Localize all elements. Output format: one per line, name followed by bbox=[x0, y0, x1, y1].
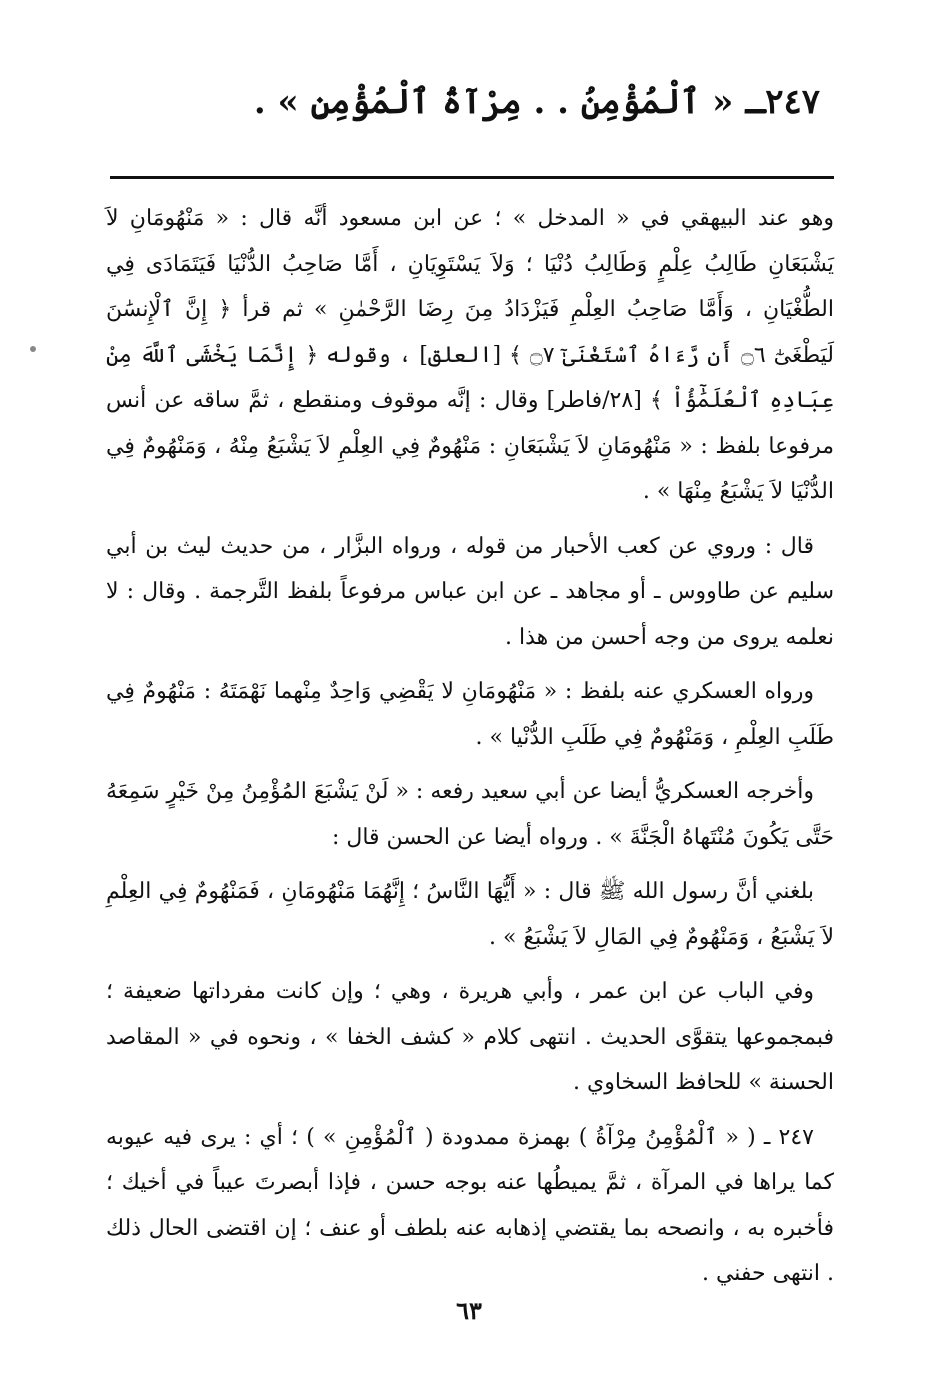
commentary-body bbox=[106, 196, 834, 1306]
page-number: ٦٣ bbox=[456, 1296, 482, 1325]
paragraph: قال : وروي عن كعب الأحبار من قوله ، ورواه البزَّار ، من حديث ليث بن أبي سليم عن طاووس ـ أو مجاهد ـ عن ابن عباس مرفوعاً بلفظ التَّرجمة . وقال : لا نعلمه يروى من وجه أحسن من هذا . bbox=[106, 533, 834, 650]
paragraph: بلغني أنَّ رسول الله ﷺ قال : « أَيُّهَا النَّاسُ ؛ إِنَّهُمَا مَنْهُومَانِ ، فَمَنْهُومٌ فِي العِلْمِ لاَ يَشْبَعُ ، وَمَنْهُومٌ فِي المَالِ لاَ يَشْبَعُ » . bbox=[106, 879, 834, 950]
entry-heading: ٢٤٧ـ « ٱلْمُؤْمِنُ . . مِرْآةُ ٱلْمُؤْمِنِ » . bbox=[253, 82, 820, 122]
scan-speck bbox=[30, 346, 36, 352]
heading-divider bbox=[110, 176, 834, 179]
paragraph: وفي الباب عن ابن عمر ، وأبي هريرة ، وهي ؛ وإن كانت مفرداتها ضعيفة ؛ فبمجموعها يتقوَّى الحديث . انتهى كلام « كشف الخفا » ، ونحوه في « المقاصد الحسنة » للحافظ السخاوي . bbox=[106, 979, 834, 1095]
paragraph: وهو عند البيهقي في « المدخل » ؛ عن ابن مسعود أنَّه قال : « مَنْهُومَانِ لاَ يَشْبَعَانِ طَالِبُ عِلْمٍ وَطَالِبُ دُنْيَا ؛ وَلاَ يَسْتَوِيَانِ ، أَمَّا صَاحِبُ الدُّنْيَا فَيَتَمَادَى فِي الطُّغْيَانِ ، وَأَمَّا صَاحِبُ العِلْمِ فَيَزْدَادُ مِنَ رِضَا الرَّحْمٰنِ » ثم قرأ ﴿ إِنَّ ٱلْإِنسَٰنَ لَيَطْغَىٰٓ ۝٦ أَن رَّءَاهُ ٱسْتَغْنَىٰٓ ۝٧ ﴾ [العلق] ، وقوله ﴿ إِنَّمَا يَخْشَى ٱللَّهَ مِنْ عِبَادِهِ ٱلْعُلَمَٰٓؤُاْ ﴾ [٢٨/فاطر] وقال : إنَّه موقوف ومنقطع ، ثمَّ ساقه عن أنس مرفوعا بلفظ : « مَنْهُومَانِ لاَ يَشْبَعَانِ : مَنْهُومٌ فِي العِلْمِ لاَ يَشْبَعُ مِنْهُ ، وَمَنْهُومٌ فِي الدُّنْيَا لاَ يَشْبَعُ مِنْهَا » . bbox=[106, 206, 834, 504]
paragraph: ٢٤٧ ـ ( « ٱلْمُؤْمِنُ مِرْآةُ ) بهمزة ممدودة ( ٱلْمُؤْمِنِ » ) ؛ أي : يرى فيه عيوبه كما يراها في المرآة ، ثمَّ يميطُها عنه بوجه حسن ، فإذا أبصرتَ عيباً في أخيك ؛ فأخبره به ، وانصحه بما يقتضي إذهابه عنه بلطف أو عنف ؛ إن اقتضى الحال ذلك . انتهى حفني . bbox=[106, 1124, 834, 1286]
paragraph: وأخرجه العسكريُّ أيضا عن أبي سعيد رفعه : « لَنْ يَشْبَعَ المُؤْمِنُ مِنْ خَيْرٍ سَمِعَهُ حَتَّى يَكُونَ مُنْتَهاهُ الْجَنَّةَ » . ورواه أيضا عن الحسن قال : bbox=[106, 779, 834, 850]
paragraph: ورواه العسكري عنه بلفظ : « مَنْهُومَانِ لا يَقْضِي وَاحِدٌ مِنْهما نَهْمَتَهُ : مَنْهُومٌ فِي طَلَبِ العِلْمِ ، وَمَنْهُومٌ فِي طَلَبِ الدُّنْيا » . bbox=[106, 679, 834, 750]
